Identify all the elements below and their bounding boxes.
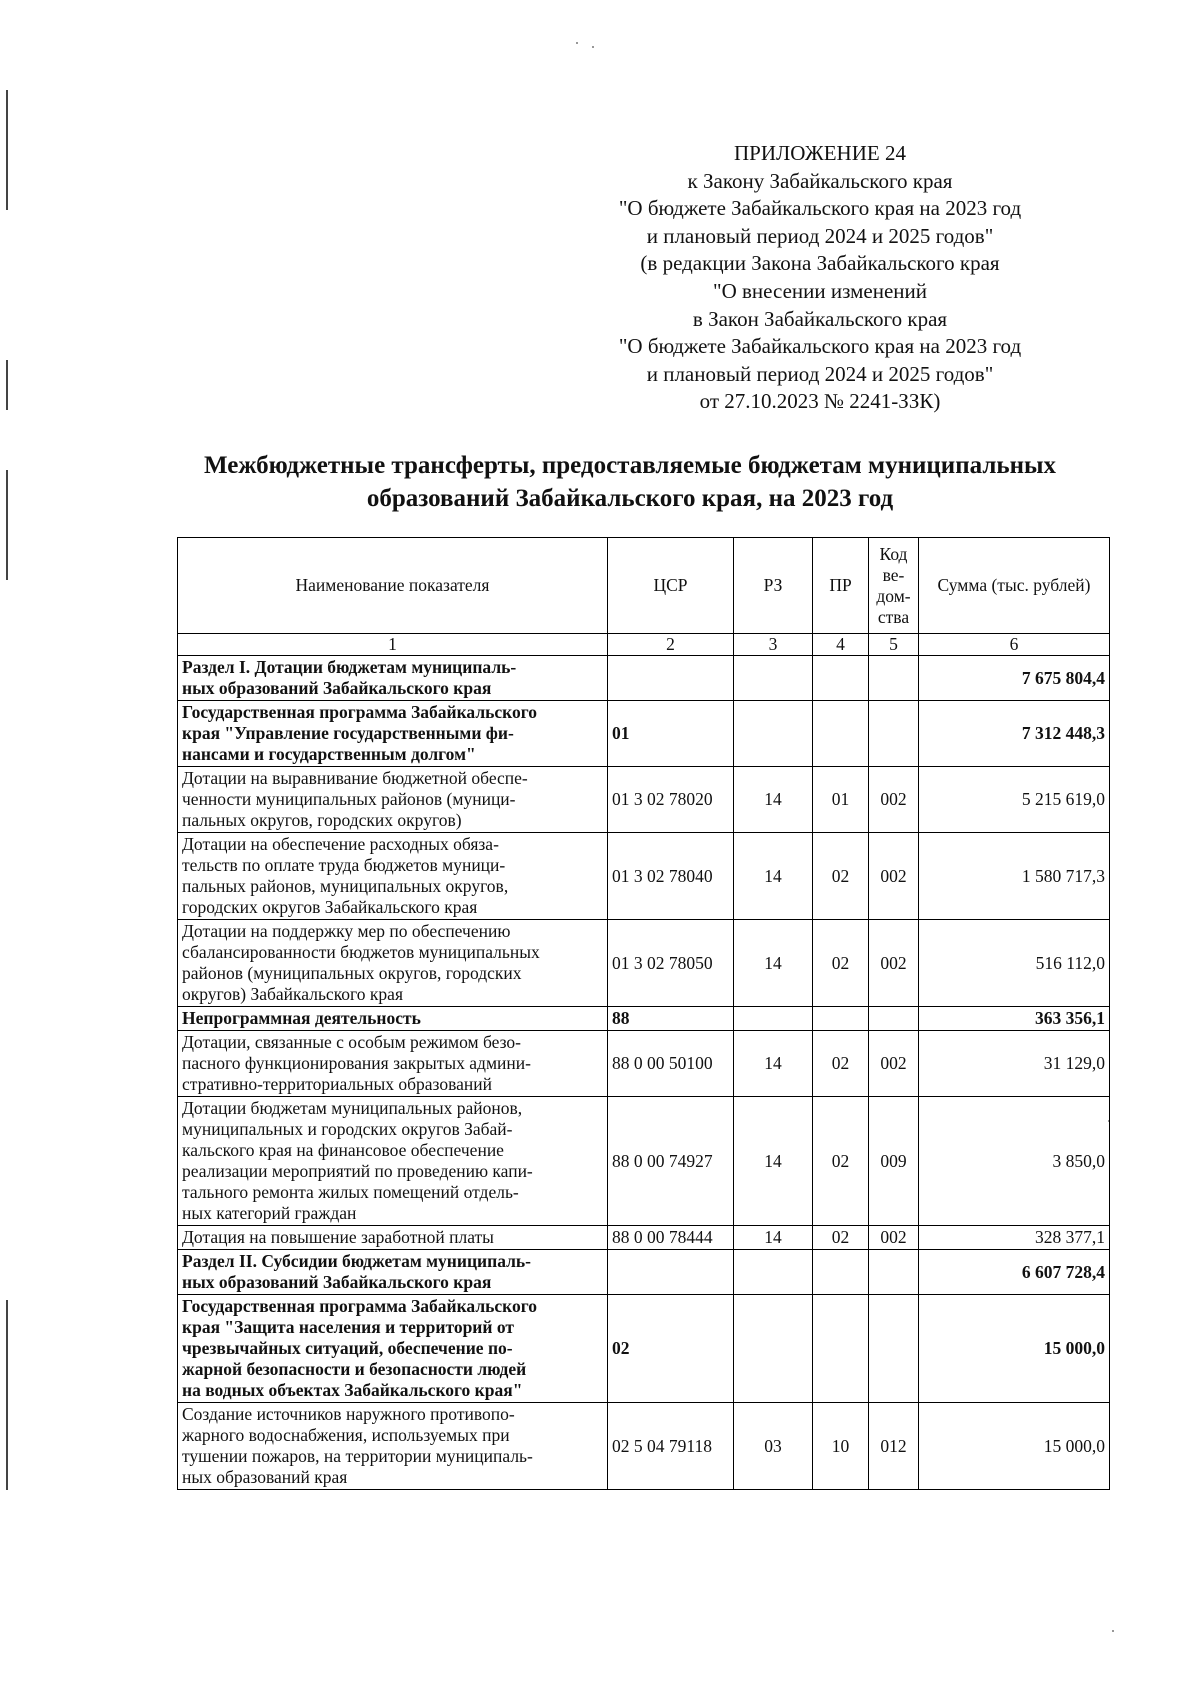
scan-edge-mark [6,1300,8,1490]
cell-name-line: нансами и государственным долгом" [182,744,476,764]
cell-name-line: ных категорий граждан [182,1203,357,1223]
cell-rz [734,1250,813,1295]
column-header-kod-line: Код [879,543,908,564]
appendix-header-line: "О бюджете Забайкальского края на 2023 год [618,334,1022,359]
appendix-header-line: "О бюджете Забайкальского края на 2023 год [618,196,1022,221]
cell-sum: 328 377,1 [919,1226,1110,1250]
cell-kod: 012 [869,1403,919,1490]
cell-name-line: Раздел II. Субсидии бюджетам муниципаль- [182,1251,532,1271]
cell-kod: 002 [869,920,919,1007]
cell-name-line: Дотация на повышение заработной платы [182,1227,494,1247]
cell-rz: 14 [734,1097,813,1226]
column-header-sum: Сумма (тыс. рублей) [919,538,1110,634]
table-row [178,1031,1110,1097]
table-row [178,1007,1110,1031]
cell-name-line: ных образований края [182,1467,348,1487]
column-header-rz: РЗ [734,538,813,634]
cell-name-line: сбалансированности бюджетов муниципальных [182,942,540,962]
cell-sum: 7 312 448,3 [919,701,1110,767]
table-row [178,833,1110,920]
cell-name-line: пальных округов, городских округов) [182,810,462,830]
cell-csr: 88 [608,1007,734,1031]
cell-name-line: чрезвычайных ситуаций, обеспечение по- [182,1338,513,1358]
cell-pr [813,1007,869,1031]
cell-sum: 363 356,1 [919,1007,1110,1031]
cell-kod: 009 [869,1097,919,1226]
title-line: Межбюджетные трансферты, предоставляемые бюджетам муниципальных [204,452,1056,479]
scan-edge-mark [6,360,8,410]
column-number: 6 [919,634,1110,656]
cell-pr [813,1250,869,1295]
appendix-number: ПРИЛОЖЕНИЕ 24 [734,141,906,165]
cell-name-line: пасного функционирования закрытых админи- [182,1053,531,1073]
cell-csr [608,656,734,701]
column-header-kod-line: ства [877,606,910,627]
cell-name [178,1403,608,1490]
cell-rz [734,701,813,767]
table-header-row [178,538,1110,634]
cell-name-line: тушении пожаров, на территории муниципаль- [182,1446,533,1466]
cell-name-line: стративно-территориальных образований [182,1074,492,1094]
cell-name [178,920,608,1007]
cell-name [178,1250,608,1295]
cell-pr: 02 [813,1097,869,1226]
cell-name-line: жарного водоснабжения, используемых при [182,1425,510,1445]
cell-name-line: тального ремонта жилых помещений отдель- [182,1182,519,1202]
cell-sum: 31 129,0 [919,1031,1110,1097]
cell-rz [734,1007,813,1031]
column-header-name: Наименование показателя [178,538,608,634]
cell-pr: 10 [813,1403,869,1490]
cell-rz: 14 [734,767,813,833]
cell-name-line: пальных районов, муниципальных округов, [182,876,509,896]
column-header-pr: ПР [813,538,869,634]
table-row [178,1403,1110,1490]
scan-speck [576,42,578,44]
cell-rz [734,656,813,701]
cell-name-line: кальского края на финансовое обеспечение [182,1140,504,1160]
scan-speck [1112,1630,1114,1632]
table-row [178,656,1110,701]
cell-kod: 002 [869,767,919,833]
cell-csr: 01 [608,701,734,767]
appendix-header [560,140,1080,416]
scan-edge-mark [6,470,8,580]
cell-name-line: жарной безопасности и безопасности людей [182,1359,527,1379]
cell-name-line: Непрограммная деятельность [182,1008,421,1028]
table-row [178,767,1110,833]
column-number: 1 [178,634,608,656]
cell-name-line: Государственная программа Забайкальского [182,702,538,722]
cell-name-line: Дотации, связанные с особым режимом безо- [182,1032,522,1052]
appendix-header-line: и плановый период 2024 и 2025 годов" [646,223,994,248]
cell-name-line: Раздел I. Дотации бюджетам муниципаль- [182,657,517,677]
cell-rz [734,1295,813,1403]
cell-csr: 88 0 00 78444 [608,1226,734,1250]
transfers-table [177,537,1110,1490]
cell-csr: 01 3 02 78040 [608,833,734,920]
cell-csr [608,1250,734,1295]
cell-pr: 02 [813,1031,869,1097]
column-header-kod-line: дом- [876,585,911,606]
cell-name-line: ных образований Забайкальского края [182,1272,492,1292]
cell-pr [813,701,869,767]
appendix-header-line: в Закон Забайкальского края [692,306,948,331]
cell-csr: 01 3 02 78050 [608,920,734,1007]
cell-name [178,1031,608,1097]
cell-pr: 02 [813,1226,869,1250]
cell-name-line: на водных объектах Забайкальского края" [182,1380,523,1400]
cell-rz: 03 [734,1403,813,1490]
cell-name-line: Государственная программа Забайкальского [182,1296,538,1316]
column-header-kod-line: ве- [882,564,905,585]
cell-name-line: тельств по оплате труда бюджетов муници- [182,855,506,875]
cell-name-line: Создание источников наружного противопо- [182,1404,515,1424]
cell-name-line: Дотации бюджетам муниципальных районов, [182,1098,523,1118]
table-row [178,701,1110,767]
cell-name [178,701,608,767]
column-number: 2 [608,634,734,656]
cell-name-line: округов) Забайкальского края [182,984,403,1004]
cell-name-line: Дотации на поддержку мер по обеспечению [182,921,511,941]
cell-sum: 5 215 619,0 [919,767,1110,833]
cell-kod [869,1295,919,1403]
cell-name-line: ных образований Забайкальского края [182,678,492,698]
cell-sum: 3 850,0 [919,1097,1110,1226]
column-number: 5 [869,634,919,656]
appendix-header-line: "О внесении изменений [713,278,927,303]
cell-name-line: ченности муниципальных районов (муници- [182,789,516,809]
column-number-row [178,634,1110,656]
cell-name [178,833,608,920]
cell-name-line: муниципальных и городских округов Забай- [182,1119,513,1139]
appendix-header-line: к Закону Забайкальского края [687,168,953,193]
cell-pr: 01 [813,767,869,833]
cell-kod [869,1250,919,1295]
cell-name-line: районов (муниципальных округов, городских [182,963,522,983]
cell-sum: 516 112,0 [919,920,1110,1007]
cell-csr: 88 0 00 74927 [608,1097,734,1226]
cell-rz: 14 [734,1226,813,1250]
cell-sum: 7 675 804,4 [919,656,1110,701]
cell-kod [869,701,919,767]
document-title [150,449,1110,515]
appendix-header-line: (в редакции Закона Забайкальского края [640,251,1000,276]
cell-csr: 02 [608,1295,734,1403]
cell-kod: 002 [869,1031,919,1097]
cell-sum: 6 607 728,4 [919,1250,1110,1295]
cell-name-line: Дотации на обеспечение расходных обяза- [182,834,499,854]
cell-name-line: городских округов Забайкальского края [182,897,478,917]
cell-rz: 14 [734,1031,813,1097]
table-row [178,1295,1110,1403]
cell-name-line: Дотации на выравнивание бюджетной обеспе- [182,768,528,788]
cell-name-line: реализации мероприятий по проведению капи- [182,1161,533,1181]
cell-kod: 002 [869,833,919,920]
column-number: 4 [813,634,869,656]
cell-kod [869,1007,919,1031]
cell-csr: 02 5 04 79118 [608,1403,734,1490]
cell-name [178,656,608,701]
table-row [178,1250,1110,1295]
scan-edge-mark [6,90,8,210]
cell-sum: 15 000,0 [919,1403,1110,1490]
cell-name [178,1007,608,1031]
appendix-header-line: от 27.10.2023 № 2241-ЗЗК) [699,389,941,414]
cell-name-line: края "Управление государственными фи- [182,723,514,743]
column-header-csr: ЦСР [608,538,734,634]
cell-pr [813,1295,869,1403]
cell-sum: 1 580 717,3 [919,833,1110,920]
cell-kod: 002 [869,1226,919,1250]
cell-pr: 02 [813,920,869,1007]
scan-speck [592,46,594,48]
column-header-kod [869,538,919,634]
table-row [178,1097,1110,1226]
cell-pr: 02 [813,833,869,920]
cell-name [178,767,608,833]
cell-sum: 15 000,0 [919,1295,1110,1403]
cell-name [178,1295,608,1403]
cell-csr: 88 0 00 50100 [608,1031,734,1097]
cell-rz: 14 [734,920,813,1007]
cell-name [178,1097,608,1226]
cell-name [178,1226,608,1250]
title-line: образований Забайкальского края, на 2023 год [366,485,894,512]
cell-rz: 14 [734,833,813,920]
cell-name-line: края "Защита населения и территорий от [182,1317,514,1337]
cell-kod [869,656,919,701]
cell-csr: 01 3 02 78020 [608,767,734,833]
table-row [178,920,1110,1007]
cell-pr [813,656,869,701]
column-number: 3 [734,634,813,656]
appendix-header-line: и плановый период 2024 и 2025 годов" [646,361,994,386]
table-row [178,1226,1110,1250]
